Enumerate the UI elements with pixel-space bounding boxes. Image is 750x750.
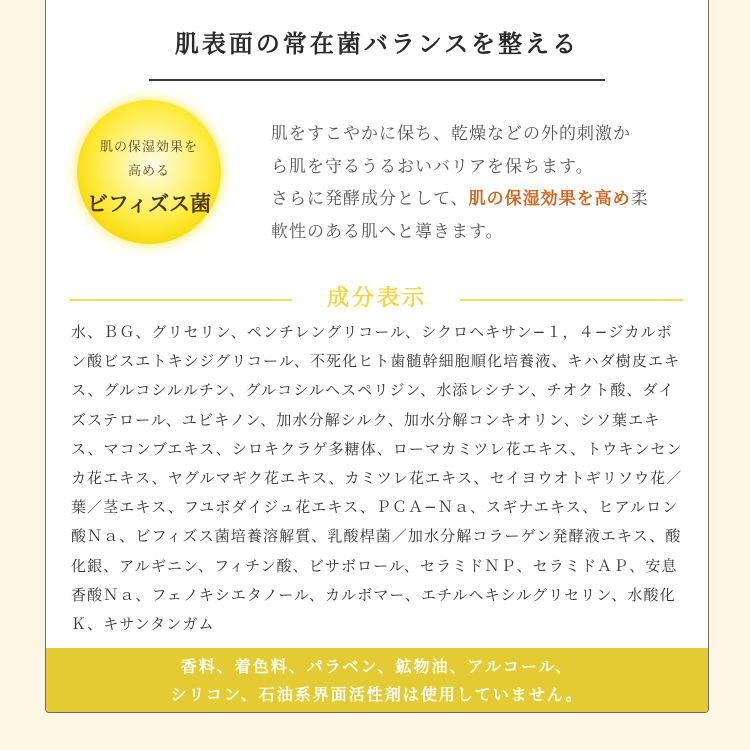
description-line (271, 183, 701, 216)
description (271, 118, 701, 248)
badge-caption-line2: 高める (127, 164, 170, 179)
description-line: 肌をすこやかに保ち、乾燥などの外的刺激か (271, 124, 631, 144)
banner-line1: 香料、着色料、パラベン、鉱物油、アルコール、 (180, 657, 574, 676)
title-underline (149, 79, 605, 81)
section-title: 成分表示 (326, 286, 427, 311)
page-title: 肌表面の常在菌バランスを整える (174, 30, 580, 58)
banner-line2: シリコン、石油系界面活性剤は使用していません。 (170, 685, 584, 704)
free-from-banner (46, 648, 708, 712)
description-line: 軟性のある肌へと導きます。 (271, 221, 504, 242)
description-highlight: 肌の保湿効果を高め (468, 189, 631, 209)
ingredient-list: 水、ＢＧ、グリセリン、ペンチレングリコール、シクロヘキサン−１，４−ジカルボン酸ビスエトキシジグリコール、不死化ヒト歯髄幹細胞順化培養液、キハダ樹皮エキス、グルコシルルチン、グルコシルヘスペリジン、水添レシチン、チオクト酸、ダイズステロール、ユビキノン、加水分解シルク、加水分解コンキオリン、シソ葉エキス、マコンブエキス、シロキクラゲ多糖体、ローマカミツレ花エキス、トウキンセンカ花エキス、ヤグルマギク花エキス、カミツレ花エキス、セイヨウオトギリソウ花／葉／茎エキス、フユボダイジュ花エキス、ＰＣＡ−Ｎａ、スギナエキス、ヒアルロン酸Ｎａ、ビフィズス菌培養溶解質、乳酸桿菌／加水分解コラーゲン発酵液エキス、酸化銀、アルギニン、フィチン酸、ビサボロール、セラミドＮＰ、セラミドＡＰ、安息香酸Ｎａ、フェノキシエタノール、カルボマー、エチルヘキシルグリセリン、水酸化Ｋ、キサンタンガム (71, 323, 683, 634)
badge-caption-line1: 肌の保湿効果を (99, 140, 198, 155)
description-line: ら肌を守るうるおいバリアを保ちます。 (271, 156, 594, 177)
description-text: 柔 (630, 189, 649, 209)
content-card (45, 0, 709, 713)
description-text: さらに発酵成分として、 (271, 189, 469, 209)
badge-name: ビフィズス菌 (86, 191, 212, 216)
section-divider-right (460, 299, 683, 301)
bifidobacteria-badge (77, 100, 221, 244)
